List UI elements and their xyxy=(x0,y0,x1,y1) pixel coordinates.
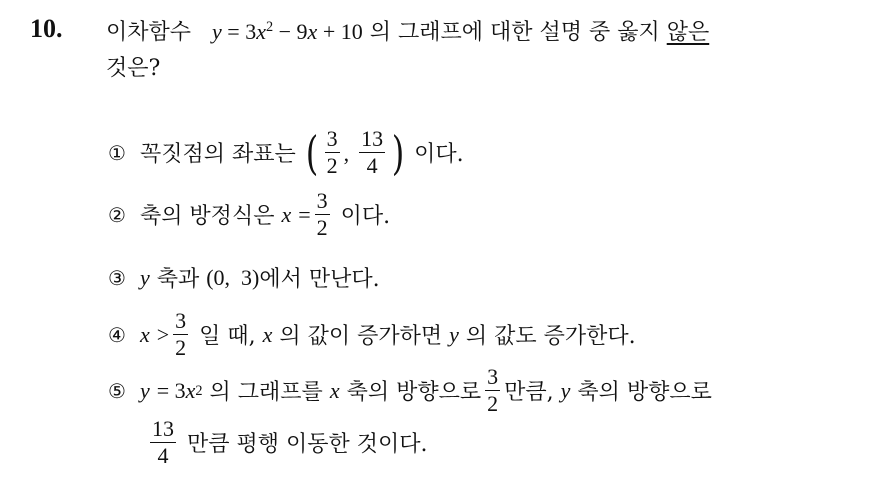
choice-2[interactable] xyxy=(108,190,390,239)
fraction-numerator: 3 xyxy=(487,364,499,389)
fraction xyxy=(359,128,385,177)
fraction-denominator: 2 xyxy=(326,153,338,178)
choice-5[interactable]: ⑤ y = 3 x 2 의 그래프를 x 축의 방향으로 $\frac{3}{2}$ 만큼, y 축의 방향으로 xyxy=(108,364,712,416)
choice-text: 이다. xyxy=(340,204,391,229)
point-coordinate: (0, 3) xyxy=(206,264,260,290)
stem-middle: 의 그래프에 대한 설명 중 옳지 xyxy=(362,20,667,45)
math-variable: y xyxy=(139,264,150,290)
fraction xyxy=(150,418,176,467)
function-eq: = 3 xyxy=(221,19,257,44)
choice-marker: ② xyxy=(108,202,126,227)
close-paren: ) xyxy=(391,125,405,180)
fraction-numerator: 13 xyxy=(361,126,384,151)
math-variable: x xyxy=(281,201,292,227)
math-operator: > xyxy=(156,321,170,347)
fraction-denominator: 2 xyxy=(175,335,187,360)
choice-marker: ③ xyxy=(108,265,126,290)
fraction xyxy=(325,128,340,177)
stem-end: 것은? xyxy=(106,56,161,81)
math-variable: y xyxy=(560,377,571,403)
separator: , xyxy=(343,141,350,166)
math-variable: y xyxy=(139,377,150,403)
function-mid: − 9 xyxy=(273,19,308,44)
fraction-denominator: 4 xyxy=(366,153,378,178)
fraction-numerator: 3 xyxy=(175,308,187,333)
function-lhs: y xyxy=(212,19,222,44)
choice-text: 의 값이 증가하면 xyxy=(279,324,443,349)
choice-text: 만큼 평행 이동한 것이다. xyxy=(187,432,428,457)
fraction xyxy=(485,366,500,415)
choice-3[interactable] xyxy=(108,262,380,293)
choice-text: 축의 방정식은 xyxy=(139,204,275,229)
fraction-denominator: 2 xyxy=(487,391,499,416)
math-operator: = xyxy=(298,201,311,227)
choice-text: 의 값도 증가한다. xyxy=(465,324,636,349)
function-var: x xyxy=(256,19,266,44)
fraction-denominator: 2 xyxy=(316,215,328,240)
choice-text: 에서 만난다. xyxy=(259,267,380,292)
choice-text: 축의 방향으로 xyxy=(577,380,712,405)
fraction-denominator: 4 xyxy=(157,443,169,468)
function-exponent: 2 xyxy=(265,19,274,36)
question-stem xyxy=(106,14,876,87)
choice-1[interactable] xyxy=(108,125,464,180)
fraction xyxy=(173,310,188,359)
math-variable: y xyxy=(449,321,459,347)
math-variable: x xyxy=(139,321,150,347)
function-tail: + 10 xyxy=(317,19,363,44)
stem-negation: 않은 xyxy=(666,20,710,45)
math-variable: x xyxy=(185,377,196,403)
choice-text: 꼭짓점의 좌표는 xyxy=(139,142,296,167)
fraction-numerator: 3 xyxy=(326,126,338,151)
math-variable: x xyxy=(329,377,340,403)
choice-text: 축의 방향으로 xyxy=(346,380,482,405)
choice-4[interactable] xyxy=(108,310,636,359)
choice-text: 축과 xyxy=(156,267,200,292)
function-var: x xyxy=(307,19,318,44)
choice-5-continuation xyxy=(150,418,428,467)
choice-marker: ⑤ xyxy=(108,378,126,403)
math-variable: x xyxy=(262,321,273,347)
choice-text: 이다. xyxy=(414,142,464,167)
fraction xyxy=(315,190,330,239)
math-equation: = 3 xyxy=(156,377,186,403)
stem-prefix: 이차함수 xyxy=(106,20,192,45)
choice-marker: ④ xyxy=(108,322,126,347)
choice-text: 만큼, xyxy=(504,380,554,405)
question-number: 10. xyxy=(30,14,63,43)
open-paren: ( xyxy=(305,125,318,180)
fraction-numerator: 3 xyxy=(316,188,328,213)
choice-marker: ① xyxy=(108,140,126,165)
fraction-numerator: 13 xyxy=(152,416,174,441)
choice-text: 일 때, xyxy=(199,324,256,349)
choice-text: 의 그래프를 xyxy=(209,380,323,405)
